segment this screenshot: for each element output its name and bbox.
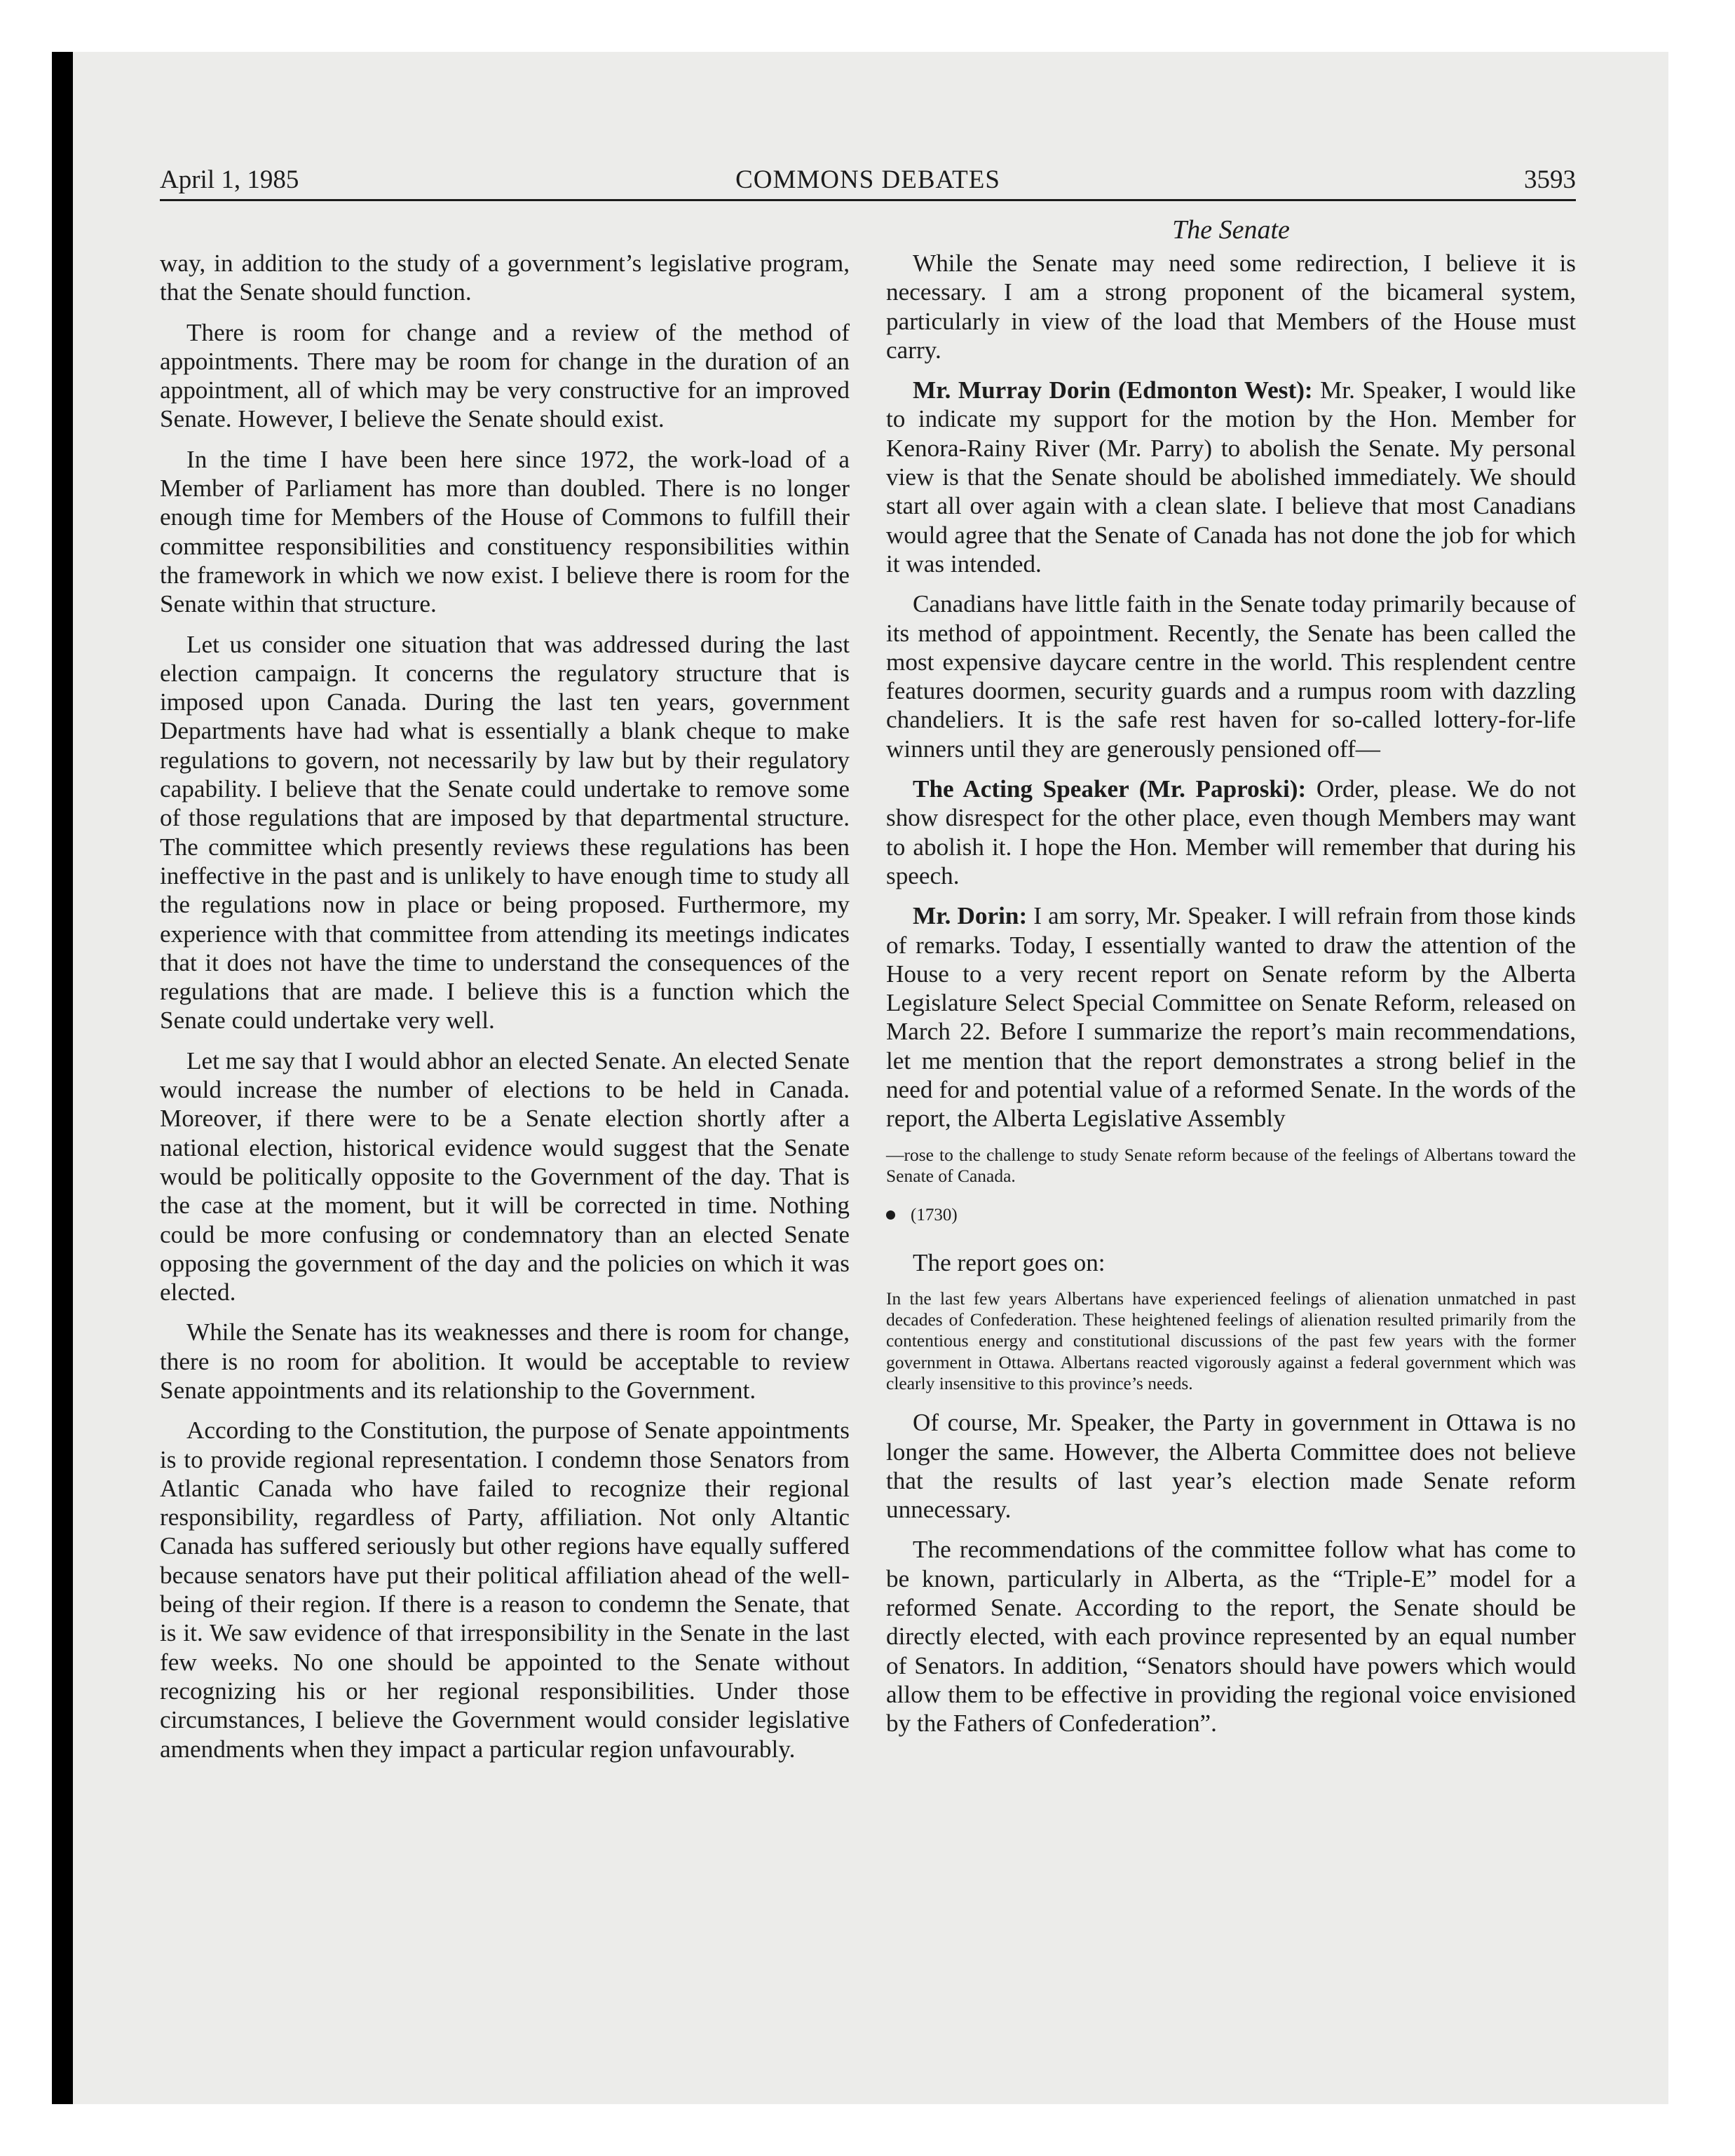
header-date: April 1, 1985: [160, 165, 299, 194]
left-paragraph: Let me say that I would abhor an elected Senate. An elected Senate would increase the number of elections to be held in Canada. Moreover, if there were to be a Senate election shortly after a national election, historical evidence would suggest that the Senate would be politically opposite to the Government of the day. That is the case at the moment, but it will be corrected in time. Nothing could be more confusing or condemnatory than an elected Senate opposing the government of the day and the policies on which it was elected.: [160, 1046, 850, 1306]
left-paragraph: way, in addition to the study of a government’s legislative program, that the Senate should function.: [160, 250, 850, 306]
page-header: [160, 160, 1576, 201]
right-column: [886, 249, 1576, 1749]
left-paragraph: In the time I have been here since 1972, the work-load of a Member of Parliament has more than doubled. There is no longer enough time for Members of the House of Commons to fulfill their committee responsibilities and constituency responsibilities within the framework in which we now exist. I believe there is room for the Senate within that structure.: [160, 445, 850, 618]
speaker-name: Mr. Dorin:: [913, 902, 1028, 930]
header-title: COMMONS DEBATES: [735, 165, 1000, 194]
right-paragraph: Canadians have little faith in the Senate today primarily because of its method of appointment. Recently, the Senate has been called the most expensive daycare centre in the world. This resplendent centre features doormen, security guards and a rumpus room with dazzling chandeliers. It is the safe rest haven for so-called lottery-for-life winners until they are generously pensioned off—: [886, 590, 1576, 763]
speaker-name: The Acting Speaker (Mr. Paproski):: [913, 775, 1307, 803]
left-paragraph: Let us consider one situation that was addressed during the last election campaign. It concerns the regulatory structure that is imposed upon Canada. During the last ten years, government Departments have had what is essentially a blank cheque to make regulations to govern, not necessarily by law but by their regulatory capability. I believe that the Senate could undertake to remove some of those regulations that are imposed by that departmental structure. The committee which presently reviews these regulations has been ineffective in the past and is unlikely to have enough time to study all the regulations now in place or being proposed. Furthermore, my experience with that committee from attending its meetings indicates that it does not have the time to understand the consequences of the regulations that are made. I believe this is a function which the Senate could undertake very well.: [160, 630, 850, 1035]
speaker-name: Mr. Murray Dorin (Edmonton West):: [913, 376, 1313, 404]
speech-acting-speaker: [886, 775, 1576, 890]
right-paragraph: The recommendations of the committee follow what has come to be known, particularly in Alberta, as the “Triple-E” model for a reformed Senate. According to the report, the Senate should be directly elected, with each province represented by an equal number of Senators. In addition, “Senators should have powers which would allow them to be effective in providing the regional voice envisioned by the Fathers of Confederation”.: [886, 1536, 1576, 1738]
right-paragraph: The report goes on:: [913, 1248, 1105, 1276]
header-page-number: 3593: [1524, 165, 1576, 194]
timestamp: [886, 1201, 1576, 1229]
right-paragraph: While the Senate may need some redirection, I believe it is necessary. I am a strong proponent of the bicameral system, particularly in view of the load that Members of the House must carry.: [886, 250, 1576, 364]
left-paragraph: There is room for change and a review of the method of appointments. There may be room for change in the duration of an appointment, all of which may be very constructive for an improved Senate. However, I believe the Senate should exist.: [160, 318, 850, 433]
left-paragraph: According to the Constitution, the purpose of Senate appointments is to provide regional representation. I condemn those Senators from Atlantic Canada who have failed to recognize their regional responsibility, regardless of Party, affiliation. Not only Altantic Canada has suffered seriously but other regions have equally suffered because senators have put their political affiliation ahead of the well-being of their region. If there is a reason to condemn the Senate, that is it. We saw evidence of that irresponsibility in the Senate in the last few weeks. No one should be appointed to the Senate without recognizing his or her regional responsibilities. Under those circumstances, I believe the Government would consider legislative amendments when they impact a particular region unfavourably.: [160, 1417, 850, 1763]
speech-text: Mr. Speaker, I would like to indicate my support for the motion by the Hon. Member for Kenora-Rainy River (Mr. Parry) to abolish the Senate. My personal view is that the Senate should be abolished immediately. We should start all over again with a clean slate. I believe that most Canadians would agree that the Senate of Canada has not done the job for which it was intended.: [886, 376, 1576, 578]
speech-text: Order, please. We do not show disrespect for the other place, even though Members may want to abolish it. I hope the Hon. Member will remember that during his speech.: [886, 775, 1576, 889]
report-quote: In the last few years Albertans have experienced feelings of alienation unmatched in past decades of Confederation. These heightened feelings of alienation resulted primarily from the contentious energy and constitutional discussions of the past few years with the former government in Ottawa. Albertans reacted vigorously against a federal government which was clearly insensitive to this province’s needs.: [886, 1288, 1576, 1393]
left-paragraph: While the Senate has its weaknesses and there is room for change, there is no room for abolition. It would be acceptable to review Senate appointments and its relationship to the Government.: [160, 1318, 850, 1404]
speech-text: I am sorry, Mr. Speaker. I will refrain from those kinds of remarks. Today, I essentially wanted to draw the attention of the House to a very recent report on Senate reform by the Alberta Legislature Select Special Committee on Senate Reform, released on March 22. Before I summarize the report’s main recommendations, let me mention that the report demonstrates a strong belief in the need for and potential value of a reformed Senate. In the words of the report, the Alberta Legislative Assembly: [886, 902, 1576, 1133]
running-head: The Senate: [1172, 215, 1290, 245]
bullet-icon: [886, 1210, 895, 1220]
right-paragraph: Of course, Mr. Speaker, the Party in government in Ottawa is no longer the same. However, the Alberta Committee does not believe that the results of last year’s election made Senate reform unnecessary.: [886, 1409, 1576, 1524]
speech-dorin: [886, 376, 1576, 578]
timestamp-text: (1730): [911, 1206, 958, 1225]
left-column: [160, 249, 850, 1775]
report-quote: —rose to the challenge to study Senate reform because of the feelings of Albertans toward the Senate of Canada.: [886, 1144, 1576, 1186]
binding-edge: [52, 52, 73, 2104]
speech-dorin-2: [886, 901, 1576, 1133]
